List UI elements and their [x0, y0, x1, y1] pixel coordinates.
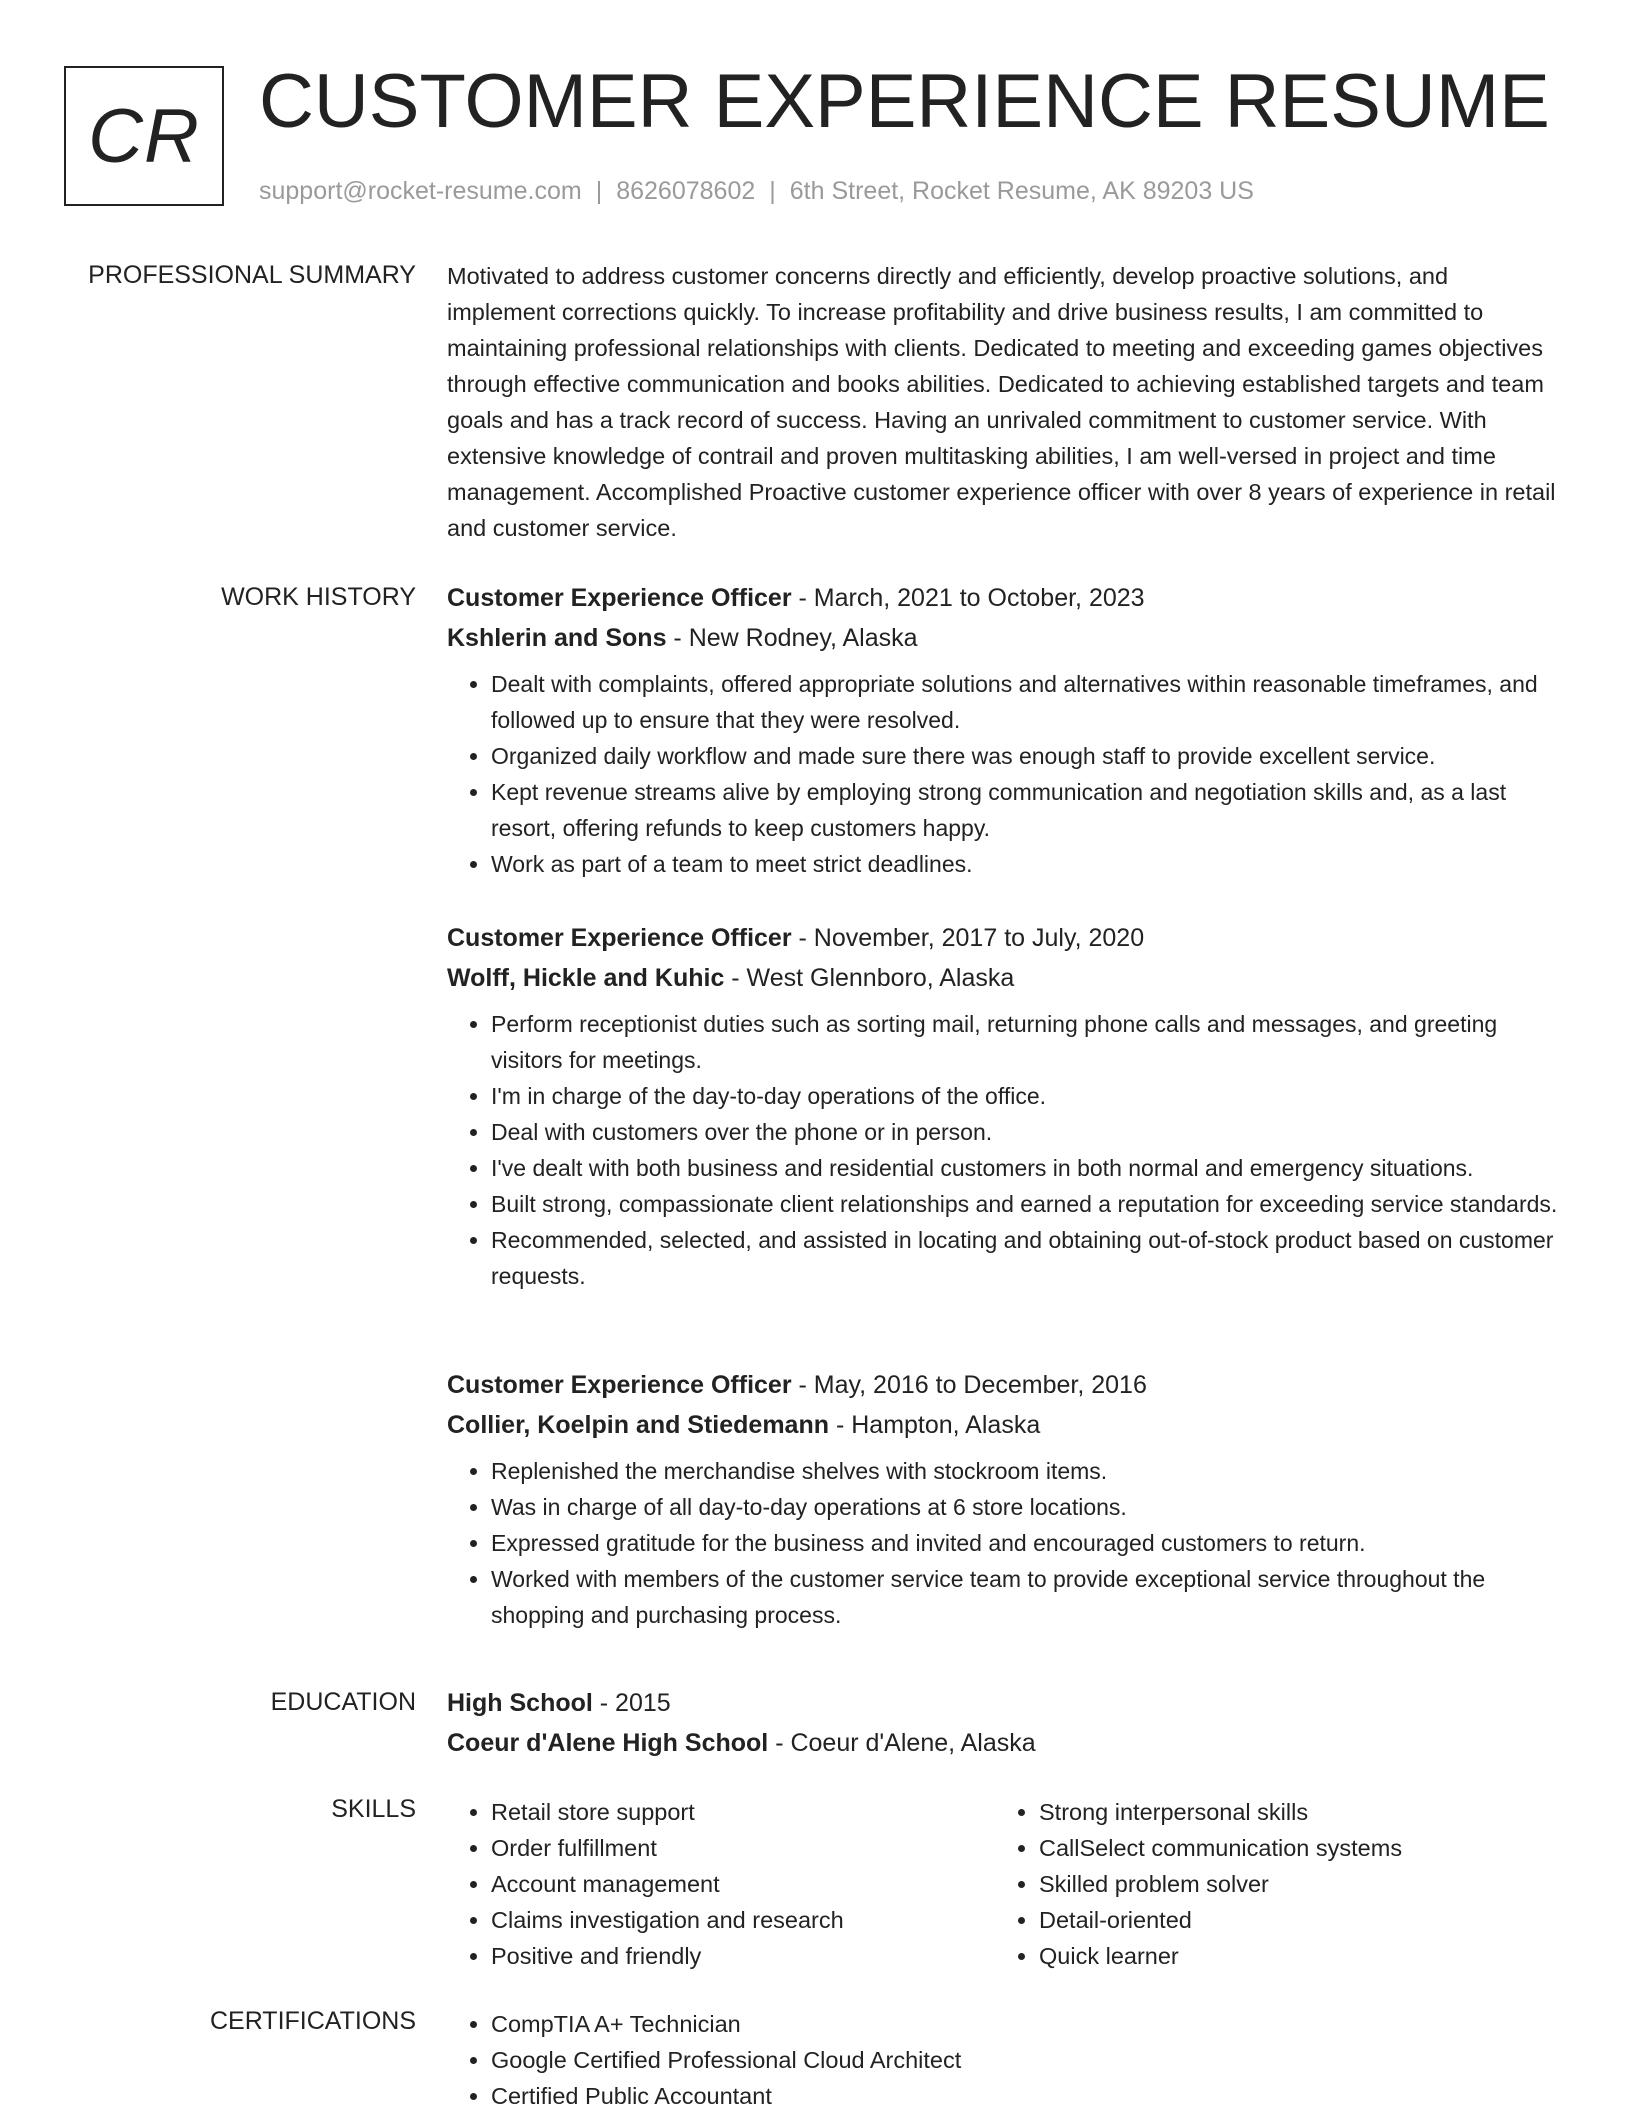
- section-label-certifications: CERTIFICATIONS: [209, 2007, 416, 2035]
- job-bullet: • Kept revenue streams alive by employing strong communication and negotiation skills and, as a last resort, offering refunds to keep customers happy.: [491, 774, 1567, 846]
- job-bullet: • I've dealt with both business and residential customers in both normal and emergency situations.: [491, 1150, 1567, 1186]
- job-bullets: [447, 666, 1567, 882]
- contact-line: [259, 176, 1254, 206]
- contact-address: 6th Street, Rocket Resume, AK 89203 US: [789, 177, 1254, 205]
- education-entry: [447, 1683, 1567, 1763]
- job-location: - West Glennboro, Alaska: [724, 964, 1015, 992]
- skill-item: • Claims investigation and research: [491, 1902, 995, 1938]
- skills-list-left: [447, 1794, 995, 1974]
- job-bullet: • Recommended, selected, and assisted in locating and obtaining out-of-stock product based on customer requests.: [491, 1222, 1567, 1294]
- job-bullet: • Expressed gratitude for the business and invited and encouraged customers to return.: [491, 1525, 1567, 1561]
- job-bullet: • Replenished the merchandise shelves with stockroom items.: [491, 1453, 1567, 1489]
- section-label-skills: SKILLS: [331, 1795, 416, 1823]
- job-location: - Hampton, Alaska: [829, 1411, 1041, 1439]
- job-bullet: • Built strong, compassionate client relationships and earned a reputation for exceeding service standards.: [491, 1186, 1567, 1222]
- job-title-line: [447, 918, 1567, 958]
- job-title: Customer Experience Officer: [447, 1371, 792, 1399]
- skill-item: • CallSelect communication systems: [1039, 1830, 1543, 1866]
- education-degree-line: [447, 1683, 1567, 1723]
- education-school: Coeur d'Alene High School: [447, 1729, 769, 1757]
- skills-columns: [447, 1794, 1567, 1974]
- section-label-summary: PROFESSIONAL SUMMARY: [88, 261, 416, 289]
- job-bullet: • I'm in charge of the day-to-day operations of the office.: [491, 1078, 1567, 1114]
- skill-item: • Account management: [491, 1866, 995, 1902]
- contact-phone: 8626078602: [616, 177, 756, 205]
- job-title-line: [447, 1365, 1567, 1405]
- skill-item: • Order fulfillment: [491, 1830, 995, 1866]
- skill-item: • Skilled problem solver: [1039, 1866, 1543, 1902]
- job-bullet: • Work as part of a team to meet strict deadlines.: [491, 846, 1567, 882]
- job-dates: - November, 2017 to July, 2020: [791, 924, 1145, 952]
- section-label-work-history: WORK HISTORY: [221, 583, 416, 611]
- job-title: Customer Experience Officer: [447, 584, 792, 612]
- job-bullet: • Was in charge of all day-to-day operations at 6 store locations.: [491, 1489, 1567, 1525]
- monogram-logo: [64, 66, 224, 206]
- resume-title: CUSTOMER EXPERIENCE RESUME: [259, 59, 1550, 144]
- summary-text: Motivated to address customer concerns directly and efficiently, develop proactive solutions, and implement corrections quickly. To increase profitability and drive business results, I am committed to maintaining professional relationships with clients. Dedicated to meeting and exceeding games objectives through effective communication and books abilities. Dedicated to achieving established targets and team goals and has a track record of success. Having an unrivaled commitment to customer service. With extensive knowledge of contrail and proven multitasking abilities, I am well-versed in project and time management. Accomplished Proactive customer experience officer with over 8 years of experience in retail and customer service.: [447, 263, 1556, 541]
- job-bullet: • Dealt with complaints, offered appropriate solutions and alternatives within reasonable timeframes, and followed up to ensure that they were resolved.: [491, 666, 1567, 738]
- job-entry: [447, 918, 1567, 1294]
- skill-item: • Quick learner: [1039, 1938, 1543, 1974]
- education-school-line: [447, 1723, 1567, 1763]
- certifications-list: [447, 2006, 1347, 2114]
- skill-item: • Retail store support: [491, 1794, 995, 1830]
- certification-item: • CompTIA A+ Technician: [491, 2006, 1347, 2042]
- job-company-line: [447, 618, 1567, 658]
- job-company: Wolff, Hickle and Kuhic: [447, 964, 725, 992]
- job-bullet: • Deal with customers over the phone or in person.: [491, 1114, 1567, 1150]
- monogram-initials: CR: [88, 93, 200, 179]
- education-degree: High School: [447, 1689, 593, 1717]
- job-dates: - March, 2021 to October, 2023: [791, 584, 1145, 612]
- job-company: Kshlerin and Sons: [447, 624, 667, 652]
- education-year: - 2015: [592, 1689, 671, 1717]
- job-location: - New Rodney, Alaska: [666, 624, 918, 652]
- job-bullet: • Perform receptionist duties such as sorting mail, returning phone calls and messages, and greeting visitors for meetings.: [491, 1006, 1567, 1078]
- skills-list-right: [995, 1794, 1543, 1974]
- job-bullets: [447, 1006, 1567, 1294]
- job-entry: [447, 578, 1567, 882]
- job-company-line: [447, 1405, 1567, 1445]
- certification-item: • Google Certified Professional Cloud Architect: [491, 2042, 1347, 2078]
- skill-item: • Strong interpersonal skills: [1039, 1794, 1543, 1830]
- job-entry: [447, 1365, 1567, 1633]
- education-location: - Coeur d'Alene, Alaska: [768, 1729, 1036, 1757]
- job-company: Collier, Koelpin and Stiedemann: [447, 1411, 830, 1439]
- certifications-list-wrap: [447, 2006, 1567, 2114]
- job-bullet: • Worked with members of the customer service team to provide exceptional service throughout the shopping and purchasing process.: [491, 1561, 1567, 1633]
- contact-separator: |: [769, 177, 776, 205]
- job-company-line: [447, 958, 1567, 998]
- skill-item: • Positive and friendly: [491, 1938, 995, 1974]
- job-bullets: [447, 1453, 1567, 1633]
- contact-email: support@rocket-resume.com: [259, 177, 582, 205]
- skill-item: • Detail-oriented: [1039, 1902, 1543, 1938]
- certification-item: • Certified Public Accountant: [491, 2078, 1347, 2114]
- job-bullet: • Organized daily workflow and made sure there was enough staff to provide excellent service.: [491, 738, 1567, 774]
- job-title: Customer Experience Officer: [447, 924, 792, 952]
- contact-separator: |: [595, 177, 603, 205]
- job-title-line: [447, 578, 1567, 618]
- section-label-education: EDUCATION: [270, 1688, 416, 1716]
- job-dates: - May, 2016 to December, 2016: [791, 1371, 1147, 1399]
